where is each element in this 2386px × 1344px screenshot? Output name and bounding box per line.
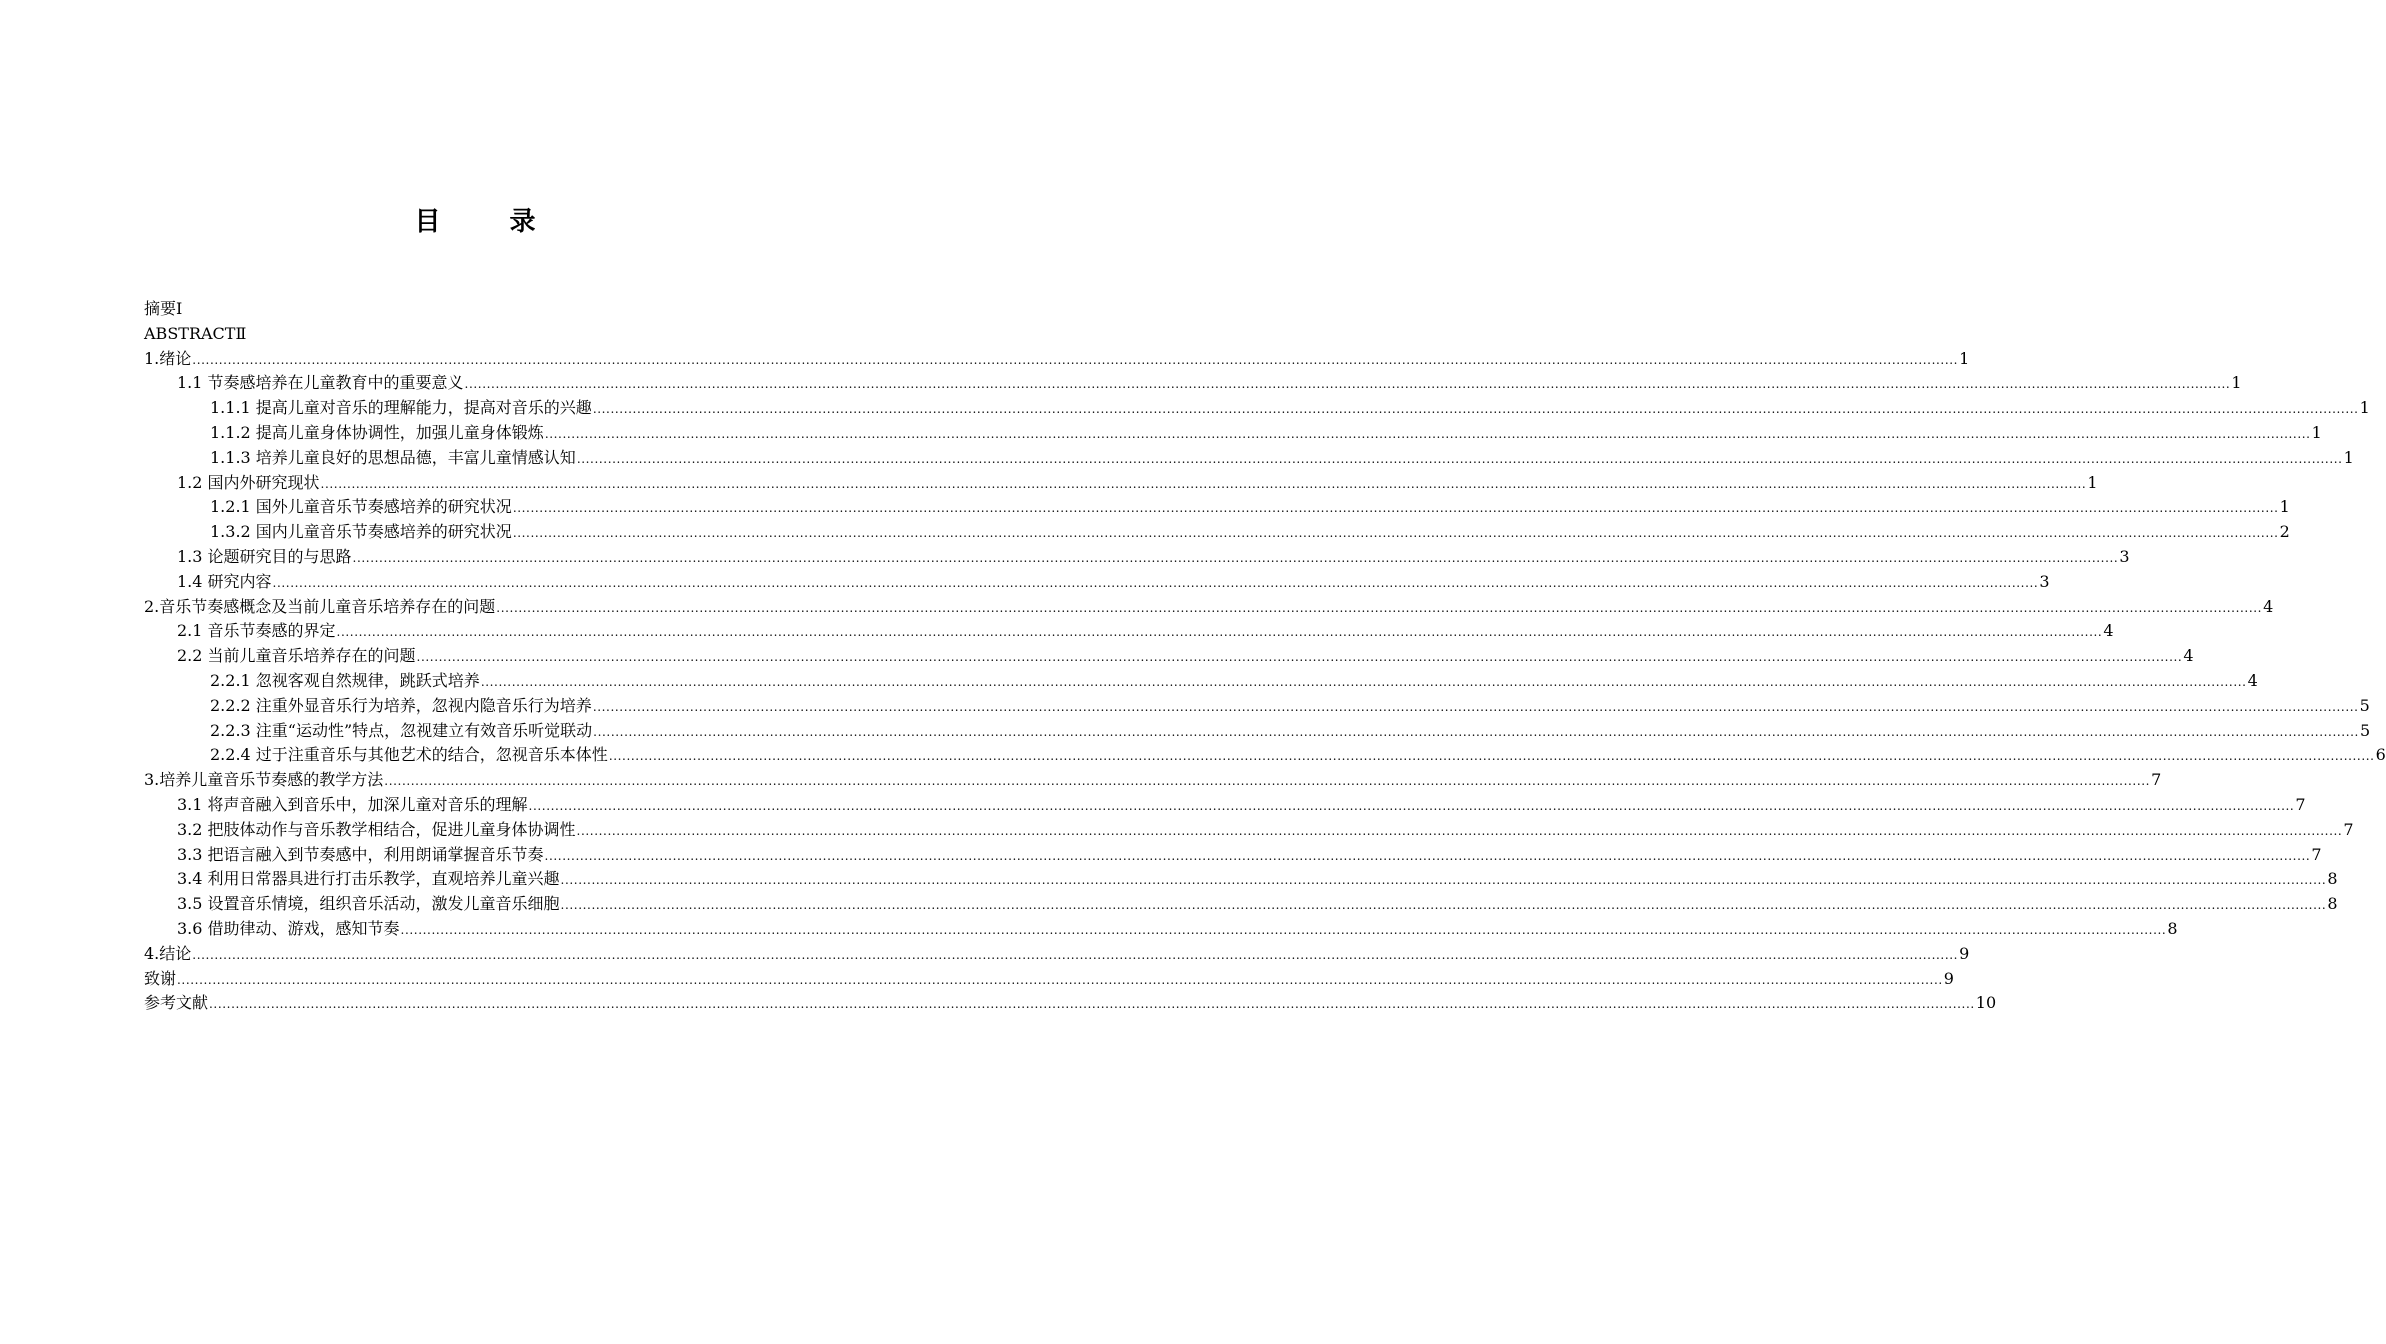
toc-leader-dots: ................................................................................................................................................................................................................................................................................................................................................................................................................: [512, 501, 2279, 516]
table-of-contents: [144, 297, 2386, 1016]
toc-leader-dots: ................................................................................................................................................................................................................................................................................................................................................................................................................: [192, 947, 1959, 962]
toc-entry-label: 致谢: [144, 968, 177, 988]
toc-leader-dots: ................................................................................................................................................................................................................................................................................................................................................................................................................: [400, 922, 2167, 937]
toc-entry-label: 1.4 研究内容: [177, 571, 272, 591]
toc-entry[interactable]: [144, 694, 2370, 719]
toc-leader-dots: ................................................................................................................................................................................................................................................................................................................................................................................................................: [512, 526, 2279, 541]
toc-entry[interactable]: [144, 520, 2290, 545]
toc-leader-dots: ................................................................................................................................................................................................................................................................................................................................................................................................................: [592, 402, 2359, 417]
toc-leader-dots: ................................................................................................................................................................................................................................................................................................................................................................................................................: [177, 972, 1943, 987]
toc-leader-dots: ................................................................................................................................................................................................................................................................................................................................................................................................................: [192, 352, 1959, 367]
toc-entry[interactable]: [144, 619, 2114, 644]
toc-entry-page-number: 1: [2359, 398, 2370, 418]
toc-entry-label: ABSTRACTⅡ: [144, 323, 247, 343]
toc-entry-page-number: 4: [2103, 621, 2114, 641]
toc-entry-page-number: 7: [2295, 794, 2306, 814]
toc-entry-page-number: 4: [2183, 646, 2194, 666]
toc-leader-dots: ................................................................................................................................................................................................................................................................................................................................................................................................................: [209, 997, 1975, 1012]
toc-leader-dots: ................................................................................................................................................................................................................................................................................................................................................................................................................: [336, 625, 2103, 640]
toc-entry-page-number: 3: [2119, 546, 2130, 566]
toc-entry-page-number: 8: [2327, 869, 2338, 889]
toc-entry-label: 1.3.2 国内儿童音乐节奏感培养的研究状况: [210, 522, 512, 542]
toc-entry[interactable]: [144, 396, 2370, 421]
toc-leader-dots: ................................................................................................................................................................................................................................................................................................................................................................................................................: [560, 898, 2327, 913]
toc-entry-label: 参考文献: [144, 993, 209, 1013]
toc-entry[interactable]: [144, 322, 806, 347]
toc-entry-page-number: 4: [2263, 596, 2274, 616]
toc-entry-page-number: 1: [2311, 422, 2322, 442]
toc-entry-label: 2.2.4 过于注重音乐与其他艺术的结合，忽视音乐本体性: [210, 745, 608, 765]
toc-entry-page-number: 4: [2247, 670, 2258, 690]
toc-entry-label: 3.3 把语言融入到节奏感中，利用朗诵掌握音乐节奏: [177, 844, 544, 864]
toc-entry-label: 3.6 借助律动、游戏，感知节奏: [177, 918, 400, 938]
toc-entry[interactable]: [144, 917, 2178, 942]
toc-entry-label: 1.1 节奏感培养在儿童教育中的重要意义: [177, 373, 464, 393]
toc-entry-label: 3.2 把肢体动作与音乐教学相结合，促进儿童身体协调性: [177, 819, 576, 839]
toc-entry-page-number: 7: [2343, 819, 2354, 839]
toc-entry[interactable]: [144, 421, 2322, 446]
toc-entry[interactable]: [144, 793, 2306, 818]
toc-leader-dots: ................................................................................................................................................................................................................................................................................................................................................................................................................: [384, 774, 2151, 789]
toc-entry[interactable]: [144, 892, 2338, 917]
toc-leader-dots: ................................................................................................................................................................................................................................................................................................................................................................................................................: [576, 823, 2343, 838]
toc-entry-label: 2.2.2 注重外显音乐行为培养，忽视内隐音乐行为培养: [210, 695, 592, 715]
toc-entry-page-number: 1: [1959, 348, 1970, 368]
toc-entry-label: 2.2 当前儿童音乐培养存在的问题: [177, 646, 416, 666]
toc-entry-label: 2.音乐节奏感概念及当前儿童音乐培养存在的问题: [144, 596, 496, 616]
toc-entry[interactable]: [144, 446, 2354, 471]
toc-entry[interactable]: [144, 942, 1970, 967]
toc-leader-dots: ................................................................................................................................................................................................................................................................................................................................................................................................................: [352, 550, 2119, 565]
toc-entry[interactable]: [144, 570, 2050, 595]
toc-entry[interactable]: [144, 669, 2258, 694]
toc-leader-dots: ................................................................................................................................................................................................................................................................................................................................................................................................................: [576, 451, 2343, 466]
toc-entry-label: 1.2.1 国外儿童音乐节奏感培养的研究状况: [210, 497, 512, 517]
toc-entry[interactable]: [144, 967, 1954, 992]
toc-entry[interactable]: [144, 743, 2386, 768]
toc-entry-label: 2.2.1 忽视客观自然规律，跳跃式培养: [210, 670, 480, 690]
toc-entry-page-number: 10: [1975, 993, 1997, 1013]
toc-entry-page-number: 8: [2167, 918, 2178, 938]
toc-entry[interactable]: [144, 818, 2354, 843]
toc-entry-page-number: 8: [2327, 894, 2338, 914]
toc-entry-page-number: 5: [2359, 695, 2370, 715]
toc-entry[interactable]: [144, 595, 2274, 620]
toc-entry-page-number: 1: [2279, 497, 2290, 517]
toc-entry-label: 2.1 音乐节奏感的界定: [177, 621, 336, 641]
toc-entry[interactable]: [144, 371, 2242, 396]
toc-leader-dots: ................................................................................................................................................................................................................................................................................................................................................................................................................: [544, 848, 2311, 863]
toc-leader-dots: ................................................................................................................................................................................................................................................................................................................................................................................................................: [272, 575, 2039, 590]
toc-leader-dots: ................................................................................................................................................................................................................................................................................................................................................................................................................: [480, 674, 2247, 689]
toc-entry-page-number: 7: [2151, 770, 2162, 790]
toc-entry-page-number: 2: [2279, 522, 2290, 542]
toc-leader-dots: ................................................................................................................................................................................................................................................................................................................................................................................................................: [464, 377, 2231, 392]
toc-entry-page-number: 6: [2375, 745, 2386, 765]
toc-leader-dots: ................................................................................................................................................................................................................................................................................................................................................................................................................: [320, 476, 2087, 491]
toc-leader-dots: ................................................................................................................................................................................................................................................................................................................................................................................................................: [496, 600, 2263, 615]
toc-entry[interactable]: [144, 843, 2322, 868]
toc-entry-label: 1.1.3 培养儿童良好的思想品德，丰富儿童情感认知: [210, 447, 576, 467]
toc-entry-label: 3.1 将声音融入到音乐中，加深儿童对音乐的理解: [177, 794, 528, 814]
toc-entry-page-number: 1: [2087, 472, 2098, 492]
toc-entry[interactable]: [144, 719, 2371, 744]
toc-entry-page-number: 7: [2311, 844, 2322, 864]
toc-entry-page-number: 9: [1943, 968, 1954, 988]
toc-title: 目 录: [414, 207, 566, 237]
toc-entry-label: 3.5 设置音乐情境，组织音乐活动，激发儿童音乐细胞: [177, 894, 560, 914]
toc-entry-label: 1.1.2 提高儿童身体协调性，加强儿童身体锻炼: [210, 422, 544, 442]
toc-entry-label: 摘要Ⅰ: [144, 299, 183, 318]
toc-leader-dots: ................................................................................................................................................................................................................................................................................................................................................................................................................: [416, 650, 2183, 665]
toc-entry[interactable]: [144, 471, 2098, 496]
toc-leader-dots: ................................................................................................................................................................................................................................................................................................................................................................................................................: [608, 749, 2375, 764]
toc-entry[interactable]: [144, 867, 2338, 892]
toc-entry-label: 1.1.1 提高儿童对音乐的理解能力，提高对音乐的兴趣: [210, 398, 592, 418]
toc-leader-dots: ................................................................................................................................................................................................................................................................................................................................................................................................................: [544, 426, 2311, 441]
toc-entry-page-number: 1: [2343, 447, 2354, 467]
toc-entry[interactable]: [144, 644, 2194, 669]
toc-entry[interactable]: [144, 297, 806, 322]
toc-entry-label: 3.培养儿童音乐节奏感的教学方法: [144, 770, 384, 790]
toc-entry[interactable]: [144, 991, 1997, 1016]
toc-entry-label: 4.结论: [144, 943, 192, 963]
toc-entry[interactable]: [144, 347, 1970, 372]
toc-leader-dots: ................................................................................................................................................................................................................................................................................................................................................................................................................: [560, 873, 2327, 888]
toc-entry-label: 2.2.3 注重“运动性”特点，忽视建立有效音乐听觉联动: [210, 720, 593, 740]
toc-entry-page-number: 1: [2231, 373, 2242, 393]
toc-leader-dots: ................................................................................................................................................................................................................................................................................................................................................................................................................: [592, 699, 2359, 714]
toc-leader-dots: ................................................................................................................................................................................................................................................................................................................................................................................................................: [528, 798, 2295, 813]
toc-entry-page-number: 9: [1959, 943, 1970, 963]
toc-entry-label: 1.3 论题研究目的与思路: [177, 546, 352, 566]
toc-entry[interactable]: [144, 545, 2130, 570]
toc-entry-page-number: 3: [2039, 571, 2050, 591]
toc-entry-label: 1.2 国内外研究现状: [177, 472, 320, 492]
toc-entry-page-number: 5: [2359, 720, 2371, 740]
toc-entry[interactable]: [144, 768, 2162, 793]
toc-entry[interactable]: [144, 495, 2290, 520]
toc-entry-label: 1.绪论: [144, 348, 192, 368]
toc-entry-label: 3.4 利用日常器具进行打击乐教学，直观培养儿童兴趣: [177, 869, 560, 889]
toc-leader-dots: ................................................................................................................................................................................................................................................................................................................................................................................................................: [593, 724, 2359, 739]
